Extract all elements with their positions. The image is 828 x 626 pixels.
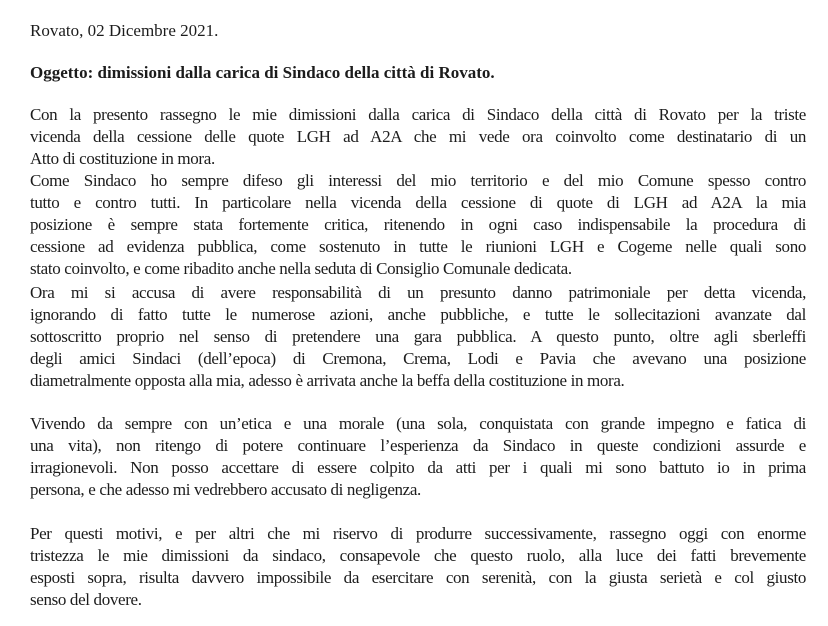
text-line: Per questi motivi, e per altri che mi riservo di produrre successivamente, rassegno oggi con enorme <box>30 524 806 543</box>
text-line: esposti sopra, risulta davvero impossibile da esercitare con serenità, con la giusta serietà e col giusto <box>30 568 806 587</box>
text-line: posizione è sempre stata fortemente critica, ritenendo in ogni caso indispensabile la procedura di <box>30 215 806 234</box>
paragraph-5 <box>30 523 806 611</box>
text-line: diametralmente opposta alla mia, adesso è arrivata anche la beffa della costituzione in mora. <box>30 371 625 390</box>
text-line: cessione ad evidenza pubblica, come sostenuto in tutte le riunioni LGH e Cogeme nelle quali sono <box>30 237 806 256</box>
text-line: Atto di costituzione in mora. <box>30 149 215 168</box>
text-line: una vita), non ritengo di potere continuare l’esperienza da Sindaco in queste condizioni assurde e <box>30 436 806 455</box>
paragraph-4 <box>30 413 806 501</box>
text-line: Con la presento rassegno le mie dimissioni dalla carica di Sindaco della città di Rovato per la triste <box>30 105 806 124</box>
text-line: tutto e contro tutti. In particolare nella vicenda della cessione di quote di LGH ad A2A la mia <box>30 193 806 212</box>
text-line: persona, e che adesso mi vedrebbero accusato di negligenza. <box>30 480 421 499</box>
paragraph-3 <box>30 282 806 392</box>
text-line: Ora mi si accusa di avere responsabilità di un presunto danno patrimoniale per detta vicenda, <box>30 283 806 302</box>
date-line: Rovato, 02 Dicembre 2021. <box>30 21 219 40</box>
subject-line: Oggetto: dimissioni dalla carica di Sindaco della città di Rovato. <box>30 63 495 82</box>
text-line: vicenda della cessione delle quote LGH ad A2A che mi vede ora coinvolto come destinatario di un <box>30 127 806 146</box>
text-line: sottoscritto proprio nel senso di pretendere una gara pubblica. A questo punto, oltre agli sberleffi <box>30 327 806 346</box>
text-line: irragionevoli. Non posso accettare di essere colpito da atti per i quali mi sono battuto io in prima <box>30 458 806 477</box>
text-line: ignorando di fatto tutte le numerose azioni, anche pubbliche, e tutte le sollecitazioni avanzate dal <box>30 305 806 324</box>
text-line: Come Sindaco ho sempre difeso gli interessi del mio territorio e del mio Comune spesso contro <box>30 171 806 190</box>
text-line: tristezza le mie dimissioni da sindaco, consapevole che questo ruolo, alla luce dei fatti brevemente <box>30 546 806 565</box>
text-line: senso del dovere. <box>30 590 142 609</box>
paragraph-1 <box>30 104 806 170</box>
text-line: stato coinvolto, e come ribadito anche nella seduta di Consiglio Comunale dedicata. <box>30 259 572 278</box>
paragraph-2 <box>30 170 806 280</box>
text-line: degli amici Sindaci (dell’epoca) di Cremona, Crema, Lodi e Pavia che avevano una posizione <box>30 349 806 368</box>
text-line: Vivendo da sempre con un’etica e una morale (una sola, conquistata con grande impegno e fatica di <box>30 414 806 433</box>
